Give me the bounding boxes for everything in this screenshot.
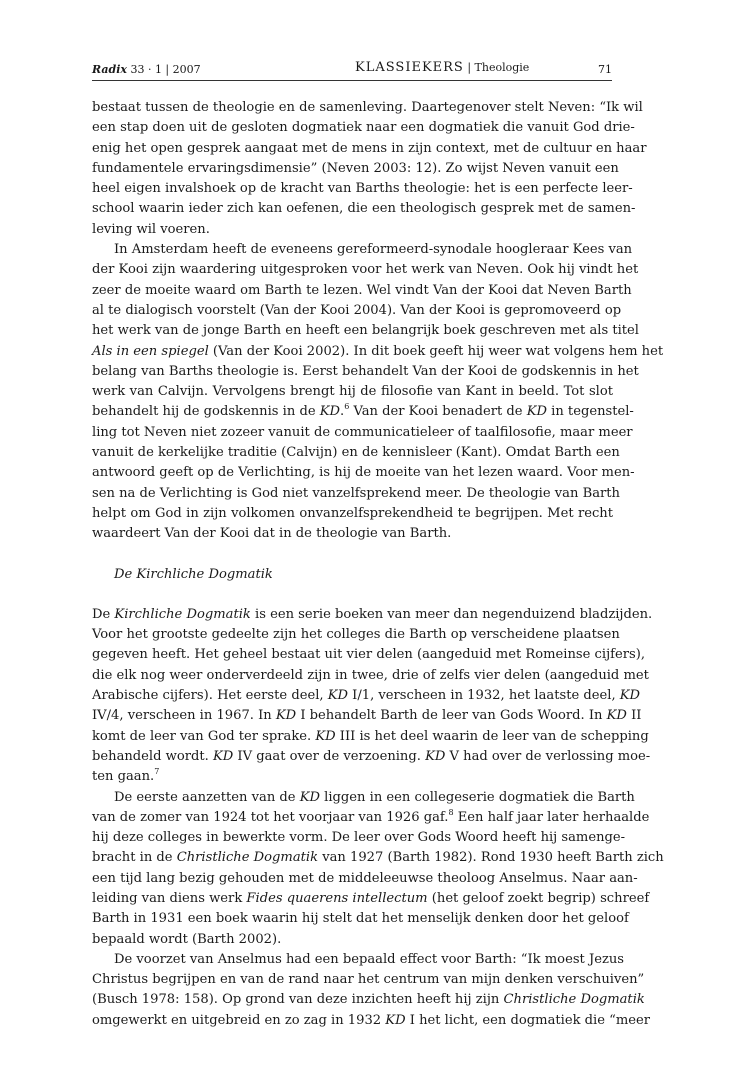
text-run: Een half jaar later herhaalde — [453, 809, 650, 825]
text-line: die elk nog weer onderverdeeld zijn in twee, drie of zelfs vier delen (aangeduid met — [92, 667, 649, 683]
text-line — [92, 402, 634, 422]
paragraph-4 — [92, 788, 664, 950]
subsection-name: Theologie — [474, 61, 530, 74]
text-line: Voor het grootste gedeelte zijn het colleges die Barth op verscheidene plaatsen — [92, 627, 620, 643]
text-run: (het geloof zoekt begrip) schreef — [427, 890, 650, 906]
text-line: het werk van de jonge Barth en heeft een belangrijk boek geschreven met als titel — [92, 323, 639, 339]
kd-abbrev: KD — [526, 404, 547, 420]
book-title: Christliche Dogmatik — [503, 992, 645, 1008]
text-line: ling tot Neven niet zozeer vanuit de communicatieleer of taalfilosofie, maar meer — [92, 424, 633, 440]
paragraph-3 — [92, 605, 653, 788]
book-title: Kirchliche Dogmatik — [114, 606, 251, 622]
kd-abbrev: KD — [212, 748, 234, 764]
text-line: waardeert Van der Kooi dat in de theologie van Barth. — [92, 526, 452, 542]
text-line: leving wil voeren. — [92, 221, 210, 237]
spacer — [92, 545, 613, 565]
text-run: Arabische cijfers). Het eerste deel, — [92, 688, 328, 704]
text-line: vanuit de kerkelijke traditie (Calvijn) en de kennisleer (Kant). Omdat Barth een — [92, 445, 620, 461]
text-run: De — [92, 606, 115, 622]
kd-abbrev: KD — [425, 748, 446, 764]
text-line: der Kooi zijn waardering uitgesproken voor het werk van Neven. Ook hij vindt het — [92, 262, 639, 278]
text-line — [92, 990, 645, 1010]
text-run: bracht in de — [92, 850, 177, 866]
text-line: Barth in 1931 een boek waarin hij stelt dat het menselijk denken door het geloof — [92, 911, 629, 927]
text-run: is een serie boeken van meer dan negenduizend bladzijden. — [250, 606, 653, 622]
text-line: De voorzet van Anselmus had een bepaald effect voor Barth: “Ik moest Jezus — [114, 951, 625, 967]
text-line — [92, 807, 650, 828]
text-run: Van der Kooi benadert de — [349, 404, 527, 420]
text-line: sen na de Verlichting is God niet vanzelfsprekend meer. De theologie van Barth — [92, 485, 620, 501]
text-line — [92, 848, 664, 868]
text-line: heel eigen invalshoek op de kracht van Barths theologie: het is een perfecte leer- — [92, 181, 633, 197]
text-line — [92, 686, 641, 706]
text-run: van 1927 (Barth 1982). Rond 1930 heeft Barth zich — [318, 850, 664, 866]
footnote-ref: 7 — [154, 767, 160, 777]
text-line — [92, 788, 635, 808]
text-run: leiding van diens werk — [92, 890, 247, 906]
text-run: in tegenstel- — [546, 404, 634, 420]
text-run: behandelt hij de godskennis in de — [92, 404, 320, 420]
article-body — [92, 98, 664, 1031]
text-line: In Amsterdam heeft de eveneens gereformeerd-synodale hoogleraar Kees van — [114, 242, 633, 258]
book-title: Christliche Dogmatik — [176, 850, 319, 866]
running-header — [92, 60, 612, 81]
section-name: KLASSIEKERS — [355, 60, 464, 75]
text-line: antwoord geeft op de Verlichting, is hij de moeite van het lezen waard. Voor men- — [92, 465, 635, 481]
text-run: I behandelt Barth de leer van Gods Woord. In — [296, 708, 607, 724]
journal-issue: 33 · 1 | 2007 — [130, 63, 201, 76]
section-heading — [355, 60, 529, 75]
text-line: belang van Barths theologie is. Eerst behandelt Van der Kooi de godskennis in het — [92, 363, 639, 379]
text-line: gegeven heeft. Het geheel bestaat uit vier delen (aangeduid met Romeinse cijfers), — [92, 647, 645, 663]
section-separator: | — [463, 61, 475, 74]
text-run: ten gaan. — [92, 769, 155, 785]
text-line — [92, 889, 650, 909]
spacer — [92, 585, 613, 605]
journal-name: Radix — [92, 63, 127, 76]
text-line: werk van Calvijn. Vervolgens brengt hij de filosofie van Kant in beeld. Tot slot — [92, 384, 613, 400]
paragraph-5 — [92, 950, 651, 1031]
text-run: De eerste aanzetten van de — [114, 789, 300, 805]
text-run: II — [626, 708, 642, 724]
text-run: V had over de verlossing moe- — [445, 748, 651, 764]
text-line: school waarin ieder zich kan oefenen, die een theologisch gesprek met de samen- — [92, 201, 636, 217]
kd-abbrev: KD — [319, 404, 341, 420]
kd-abbrev: KD — [619, 688, 641, 704]
text-line — [92, 727, 649, 747]
text-line: Christus begrijpen en van de rand naar het centrum van mijn denken verschuiven” — [92, 972, 645, 988]
kd-abbrev: KD — [606, 708, 627, 724]
text-run: IV/4, verscheen in 1967. In — [92, 708, 276, 724]
text-run: komt de leer van God ter sprake. — [92, 728, 316, 744]
text-run: I/1, verscheen in 1932, het laatste deel, — [348, 688, 620, 704]
text-line: hij deze colleges in bewerkte vorm. De leer over Gods Woord heeft hij samenge- — [92, 830, 626, 846]
text-line — [92, 342, 664, 362]
section-title: De Kirchliche Dogmatik — [114, 566, 273, 582]
text-run: IV gaat over de verzoening. — [233, 748, 426, 764]
text-line — [92, 706, 642, 726]
text-line — [92, 767, 613, 787]
journal-citation — [92, 63, 201, 76]
text-line: zeer de moeite waard om Barth te lezen. Wel vindt Van der Kooi dat Neven Barth — [92, 282, 632, 298]
page-number: 71 — [598, 63, 612, 76]
text-line: bepaald wordt (Barth 2002). — [92, 931, 282, 947]
book-title: Als in een spiegel — [92, 343, 209, 359]
text-run: van de zomer van 1924 tot het voorjaar van 1926 gaf. — [92, 809, 449, 825]
text-line: een tijd lang bezig gehouden met de middeleeuwse theoloog Anselmus. Naar aan- — [92, 870, 638, 886]
text-line: helpt om God in zijn volkomen onvanzelfsprekendheid te begrijpen. Met recht — [92, 505, 613, 521]
text-line: bestaat tussen de theologie en de samenleving. Daartegenover stelt Neven: “Ik wil — [92, 100, 643, 115]
footnote-ref: 8 — [448, 807, 454, 817]
paragraph-2 — [92, 240, 664, 544]
kd-abbrev: KD — [315, 728, 336, 744]
kd-abbrev: KD — [385, 1012, 406, 1028]
text-run: omgewerkt en uitgebreid en zo zag in 1932 — [92, 1012, 386, 1028]
kd-abbrev: KD — [327, 688, 348, 704]
text-run: . — [340, 404, 345, 420]
text-line — [92, 747, 651, 767]
text-line: enig het open gesprek aangaat met de mens in zijn context, met de cultuur en haar — [92, 140, 647, 156]
text-line: een stap doen uit de gesloten dogmatiek naar een dogmatiek die vanuit God drie- — [92, 120, 635, 136]
text-run: (Busch 1978: 158). Op grond van deze inzichten heeft hij zijn — [92, 992, 504, 1008]
text-run: liggen in een collegeserie dogmatiek die Barth — [320, 789, 635, 805]
kd-abbrev: KD — [299, 789, 320, 805]
text-run: (Van der Kooi 2002). In dit boek geeft hij weer wat volgens hem het — [208, 343, 664, 359]
footnote-ref: 6 — [344, 402, 350, 412]
text-run: I het licht, een dogmatiek die “meer — [405, 1012, 651, 1028]
kd-abbrev: KD — [275, 708, 297, 724]
paragraph-1 — [92, 98, 647, 240]
text-run: III is het deel waarin de leer van de schepping — [335, 728, 649, 744]
text-run: behandeld wordt. — [92, 748, 213, 764]
book-title: Fides quaerens intellectum — [246, 890, 428, 906]
text-line — [92, 605, 653, 625]
text-line: al te dialogisch voorstelt (Van der Kooi 2004). Van der Kooi is gepromoveerd op — [92, 302, 622, 318]
text-line: fundamentele ervaringsdimensie” (Neven 2003: 12). Zo wijst Neven vanuit een — [92, 160, 619, 176]
text-line — [92, 1011, 651, 1031]
